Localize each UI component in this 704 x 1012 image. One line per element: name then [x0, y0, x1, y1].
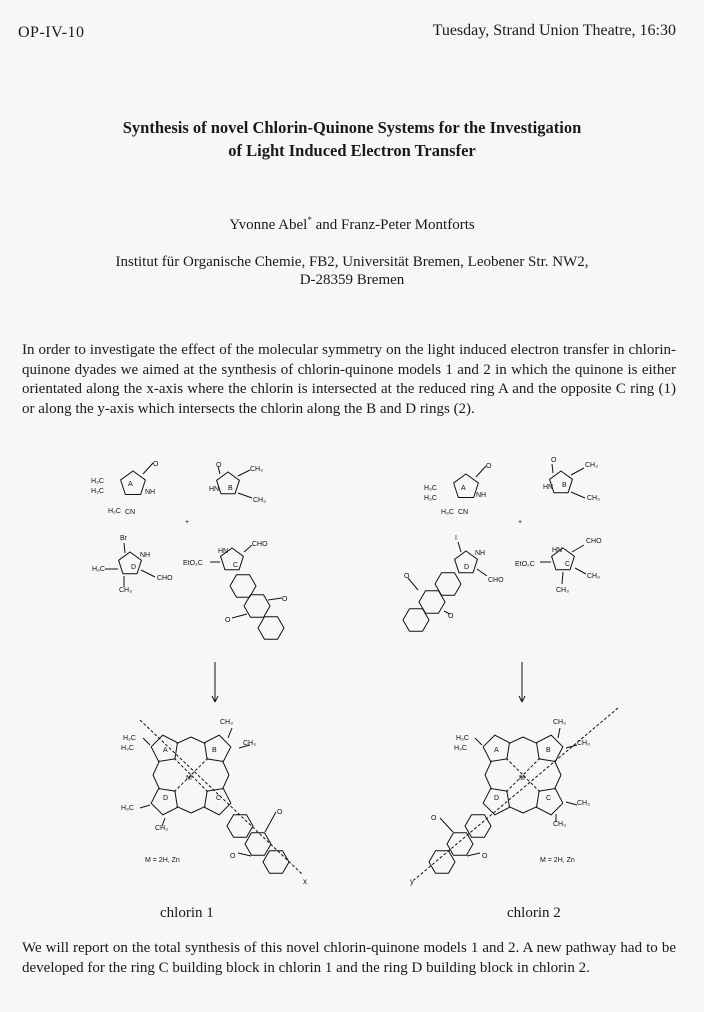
chlorin-1-metal-coordination — [191, 758, 208, 775]
quinone-ring — [244, 595, 270, 618]
ring-label: B — [546, 747, 551, 754]
synthesis-scheme — [0, 440, 704, 900]
ring-label: D — [494, 795, 500, 802]
label: H₃C — [454, 745, 467, 752]
label: CH₃ — [155, 825, 168, 832]
bond — [238, 853, 251, 856]
label: CH₃ — [119, 587, 132, 594]
chlorin-2-meso-bond — [485, 775, 492, 789]
ring-label: D — [163, 795, 169, 802]
label: NH — [475, 550, 486, 557]
metal-note: M = 2H, Zn — [145, 857, 180, 864]
caption-chlorin-1: chlorin 1 — [160, 905, 214, 921]
label: CHO — [488, 577, 504, 584]
label: O — [225, 617, 231, 624]
quinone-ring — [245, 833, 271, 856]
ring-label: A — [494, 747, 499, 754]
bond — [238, 470, 250, 476]
label: H₃C — [91, 478, 104, 485]
ring-label: C — [216, 795, 222, 802]
bond — [143, 738, 150, 745]
chlorin-1-meso-bond — [222, 761, 229, 775]
corresponding-mark: * — [307, 215, 312, 225]
bond — [408, 578, 418, 590]
bond — [228, 728, 232, 738]
label: NH — [145, 489, 156, 496]
chlorin-2-meso-bond — [554, 775, 561, 789]
affiliation — [0, 253, 704, 289]
label: O — [404, 573, 410, 580]
ring-label: A — [163, 747, 168, 754]
bond — [265, 812, 276, 832]
benzo-ring — [263, 851, 289, 874]
ring-d-pyrrole — [119, 552, 142, 574]
ring-a-pyrrolinone — [121, 471, 146, 495]
bond — [562, 572, 563, 584]
label: H₃C — [108, 508, 121, 515]
bond — [124, 543, 125, 553]
label: HN — [218, 548, 229, 555]
label: CHO — [157, 575, 173, 582]
label: CH₃ — [577, 740, 590, 747]
bond — [476, 466, 486, 477]
label: CHO — [252, 541, 268, 548]
bond — [552, 464, 553, 473]
bond — [467, 853, 480, 856]
chlorin-2-meso-bond — [523, 737, 537, 744]
label: O — [216, 462, 222, 469]
bond — [140, 805, 150, 808]
label: NH — [140, 552, 151, 559]
bond — [566, 802, 577, 805]
affiliation-line-2: D-28359 Bremen — [299, 272, 405, 288]
chlorin-2-meso-bond — [523, 806, 537, 813]
label: O — [482, 853, 488, 860]
label: CN — [125, 509, 136, 516]
axis-y-label: y — [410, 877, 414, 886]
ring-a-pyrrolinone — [454, 474, 479, 498]
ring-label: A — [461, 485, 466, 492]
label: O — [230, 853, 236, 860]
bond — [268, 598, 282, 600]
affiliation-line-1: Institut für Organische Chemie, FB2, Universität Bremen, Leobener Str. NW2, — [115, 254, 589, 270]
title-line-2: of Light Induced Electron Transfer — [228, 141, 476, 160]
label: H₃C — [424, 485, 437, 492]
label: HN — [543, 484, 554, 491]
quinone-ring — [447, 833, 473, 856]
chlorin-1-meso-bond — [191, 806, 205, 813]
label: H₃C — [456, 735, 469, 742]
ring-label: B — [212, 747, 217, 754]
author-1: Yvonne Abel — [229, 217, 308, 233]
label: CH₃ — [587, 495, 600, 502]
chlorin-1-meso-bond — [153, 761, 160, 775]
label: CH₃ — [243, 740, 256, 747]
conclusion-paragraph: We will report on the total synthesis of this novel chlorin-quinone models 1 and 2. A new pathway had to be developed for the ring C building block in chlorin 1 and the ring D building block in chlorin 2. — [22, 940, 676, 976]
chlorin-2-metal-coordination — [506, 758, 523, 775]
benzo-ring — [258, 617, 284, 640]
plus-sign: + — [185, 519, 190, 526]
y-axis-line — [414, 708, 618, 880]
bond — [477, 569, 487, 576]
ring-label: C — [233, 562, 239, 569]
chlorin-2-meso-bond — [509, 806, 523, 813]
chlorin-1-meso-bond — [191, 737, 205, 744]
paper-title — [0, 116, 704, 162]
chlorin-2-meso-bond — [554, 761, 561, 775]
label: O — [431, 815, 437, 822]
bond — [232, 614, 247, 618]
bicycle-ring — [227, 815, 253, 838]
label: O — [277, 809, 283, 816]
label: CH₃ — [556, 587, 569, 594]
bond — [440, 818, 453, 832]
plus-sign: + — [518, 519, 523, 526]
bond — [143, 463, 153, 474]
label: H₃C — [91, 488, 104, 495]
label: NH — [476, 492, 487, 499]
label: CHO — [586, 538, 602, 545]
ring-label: D — [131, 564, 137, 571]
chlorin-1-meso-bond — [177, 806, 191, 813]
chlorin-2-meso-bond — [485, 761, 492, 775]
abstract-code: OP-IV-10 — [18, 24, 85, 41]
label: EtO₂C — [183, 560, 203, 567]
label: O — [551, 457, 557, 464]
label: CH₃ — [220, 719, 233, 726]
bicycle-ring — [230, 575, 256, 598]
axis-x-label: x — [303, 877, 307, 886]
bond — [558, 728, 560, 738]
bond — [571, 492, 585, 498]
intro-paragraph: In order to investigate the effect of the molecular symmetry on the light induced electron transfer in chlorin-quinone dyades we aimed at the synthesis of chlorin-quinone models 1 and 2 in which the quinone is either orientated along the x-axis where the chlorin is intersected at the reduced ring A and the opposite C ring (1) or along the y-axis which intersects the chlorin along the B and D rings (2). — [22, 342, 676, 417]
label: H₃C — [424, 495, 437, 502]
chlorin-2-meso-bond — [509, 737, 523, 744]
bond — [575, 568, 586, 574]
author-2: and Franz-Peter Montforts — [311, 217, 475, 233]
bond — [458, 542, 461, 552]
bond — [238, 493, 252, 498]
caption-chlorin-2: chlorin 2 — [507, 905, 561, 921]
bond — [141, 570, 155, 577]
ring-label: B — [562, 482, 567, 489]
ring-label: B — [228, 485, 233, 492]
label: O — [448, 613, 454, 620]
authors — [0, 215, 704, 234]
label: H₃C — [121, 745, 134, 752]
label: CH₃ — [587, 573, 600, 580]
label: I — [455, 535, 457, 542]
label: H₃C — [123, 735, 136, 742]
chlorin-1-meso-bond — [177, 737, 191, 744]
label: EtO₂C — [515, 561, 535, 568]
label: H₃C — [92, 566, 105, 573]
ring-label: C — [546, 795, 552, 802]
chlorin-2-metal-coordination — [523, 758, 540, 775]
title-line-1: Synthesis of novel Chlorin-Quinone Systems for the Investigation — [122, 118, 582, 137]
bond — [572, 545, 584, 552]
label: CN — [458, 509, 469, 516]
ring-label: C — [565, 561, 571, 568]
label: CH₃ — [250, 466, 263, 473]
ring-label: D — [464, 564, 470, 571]
label: HN — [209, 486, 220, 493]
chlorin-1-pyrrole-ring — [205, 735, 231, 761]
chlorin-1-meso-bond — [153, 775, 160, 789]
bond — [571, 468, 584, 475]
label: O — [282, 596, 288, 603]
label: O — [486, 463, 492, 470]
label: O — [153, 461, 159, 468]
label: CH₃ — [253, 497, 266, 504]
label: CH₃ — [553, 821, 566, 828]
chlorin-1-meso-bond — [222, 775, 229, 789]
label: HN — [552, 547, 563, 554]
session-info: Tuesday, Strand Union Theatre, 16:30 — [432, 22, 676, 39]
bond — [475, 738, 482, 745]
metal-label: M — [519, 775, 525, 782]
label: CH₃ — [585, 462, 598, 469]
chlorin-1-metal-coordination — [191, 775, 208, 792]
metal-label: M — [186, 775, 192, 782]
chlorin-2-metal-coordination — [523, 775, 540, 792]
label: CH₃ — [553, 719, 566, 726]
label: CH₃ — [577, 800, 590, 807]
metal-note: M = 2H, Zn — [540, 857, 575, 864]
ring-label: A — [128, 481, 133, 488]
label: Br — [120, 535, 127, 542]
bond — [244, 545, 252, 552]
label: H₃C — [121, 805, 134, 812]
benzo-ring — [429, 851, 455, 874]
label: H₃C — [441, 509, 454, 516]
